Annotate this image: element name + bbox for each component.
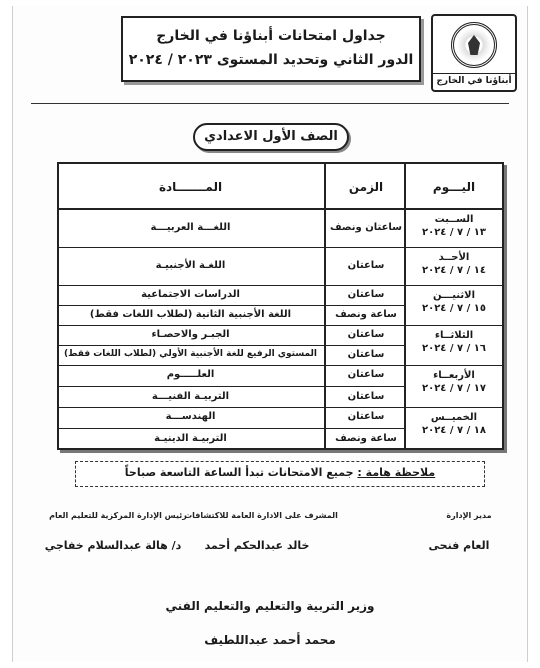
subject-cell: المستوي الرفيع للغة الأجنبية الأولي (لطلاب اللغات فقط) bbox=[63, 349, 318, 359]
day-cell bbox=[406, 286, 502, 325]
director-name: العام فنحى bbox=[428, 539, 490, 552]
note-text: جميع الامتحانات تبدأ الساعة التاسعة صباحاً bbox=[124, 466, 354, 479]
time-cell: ساعتان bbox=[347, 260, 385, 271]
header-day: اليـــوم bbox=[432, 180, 476, 194]
time-cell: ساعتان bbox=[347, 329, 385, 340]
schedule-table bbox=[57, 162, 504, 450]
table-row bbox=[59, 210, 502, 248]
grade-label: الصف الأول الاعدادي bbox=[193, 123, 349, 151]
day-name: الثلاثــاء bbox=[434, 330, 474, 341]
day-name: الســبت bbox=[434, 214, 474, 225]
subject-cell: اللغة الأجنبية الثانية (لطلاب اللغات فقط) bbox=[89, 309, 292, 320]
page-title: جداول امتحانات أبناؤنا في الخارج bbox=[156, 28, 386, 44]
minister-name: محمد أحمد عبداللطيف bbox=[204, 633, 336, 647]
subject-cell: العلـــــوم bbox=[166, 369, 215, 380]
day-date: ١٧ / ٧ / ٢٠٢٤ bbox=[422, 383, 486, 394]
time-cell: ساعتان ونصف bbox=[329, 222, 402, 233]
time-cell: ساعة ونصف bbox=[335, 433, 397, 444]
time-cell: ساعتان bbox=[347, 411, 385, 422]
sub-divider bbox=[59, 386, 406, 387]
director-title: مدير الإدارة bbox=[446, 511, 492, 520]
table-row bbox=[59, 366, 502, 408]
head-title: رئيس الإدارة المركزية للتعليم العام bbox=[49, 511, 187, 520]
important-note bbox=[75, 461, 485, 487]
day-date: ١٥ / ٧ / ٢٠٢٤ bbox=[422, 303, 486, 314]
eagle-seal-icon bbox=[451, 22, 497, 68]
time-cell: ساعة ونصف bbox=[335, 309, 397, 320]
day-date: ١٨ / ٧ / ٢٠٢٤ bbox=[422, 425, 486, 436]
title-box bbox=[121, 16, 421, 82]
subject-cell: التربيـة الفنيـــة bbox=[151, 391, 230, 402]
table-header bbox=[59, 164, 502, 210]
subject-cell: الجبـر والاحصـاء bbox=[151, 329, 230, 340]
logo-caption: أبناؤنا في الخارج bbox=[433, 73, 515, 86]
subject-cell: الهندســـة bbox=[165, 411, 216, 422]
time-cell: ساعتان bbox=[347, 349, 385, 360]
subject-cell: اللغـــة العربيـــة bbox=[150, 222, 231, 233]
day-date: ١٤ / ٧ / ٢٠٢٤ bbox=[422, 265, 486, 276]
supervisor-name: خالد عبدالحكم أحمد bbox=[204, 539, 310, 552]
day-cell bbox=[406, 408, 502, 450]
day-cell bbox=[406, 210, 502, 247]
time-cell: ساعتان bbox=[347, 391, 385, 402]
header-divider bbox=[31, 103, 509, 104]
sub-divider bbox=[59, 428, 406, 429]
supervisor-title: المشرف على الادارة العامة للاكتشافات bbox=[184, 511, 338, 520]
day-name: الاثنيـــن bbox=[432, 290, 476, 301]
table-row bbox=[59, 248, 502, 286]
day-date: ١٦ / ٧ / ٢٠٢٤ bbox=[422, 343, 486, 354]
table-row bbox=[59, 408, 502, 450]
day-cell bbox=[406, 366, 502, 407]
sub-divider bbox=[59, 305, 406, 306]
header-time: الزمن bbox=[348, 180, 384, 194]
exam-schedule-page bbox=[12, 6, 528, 662]
page-subtitle: الدور الثاني وتحديد المستوى ٢٠٢٣ / ٢٠٢٤ bbox=[128, 52, 414, 68]
note-label: ملاحظة هامة : bbox=[357, 466, 436, 479]
header-subject: المـــــــادة bbox=[158, 180, 223, 194]
table-row bbox=[59, 326, 502, 366]
minister-title: وزير التربية والتعليم والتعليم الفني bbox=[165, 599, 375, 613]
sub-divider bbox=[59, 345, 406, 346]
day-name: الخميــس bbox=[430, 412, 478, 423]
day-cell bbox=[406, 326, 502, 365]
table-row bbox=[59, 286, 502, 326]
day-cell bbox=[406, 248, 502, 285]
time-cell: ساعتان bbox=[347, 289, 385, 300]
day-name: الأربعــاء bbox=[433, 370, 475, 381]
subject-cell: الدراسات الاجتماعية bbox=[141, 289, 240, 300]
time-cell: ساعتان bbox=[347, 369, 385, 380]
ministry-logo bbox=[431, 14, 517, 92]
head-name: د/ هالة عبدالسلام خفاجي bbox=[44, 539, 182, 552]
subject-cell: اللغـة الأجنبيـة bbox=[155, 260, 226, 271]
day-name: الأحــد bbox=[438, 252, 470, 263]
subject-cell: التربيـة الدينيـة bbox=[154, 433, 227, 444]
day-date: ١٣ / ٧ / ٢٠٢٤ bbox=[422, 227, 486, 238]
